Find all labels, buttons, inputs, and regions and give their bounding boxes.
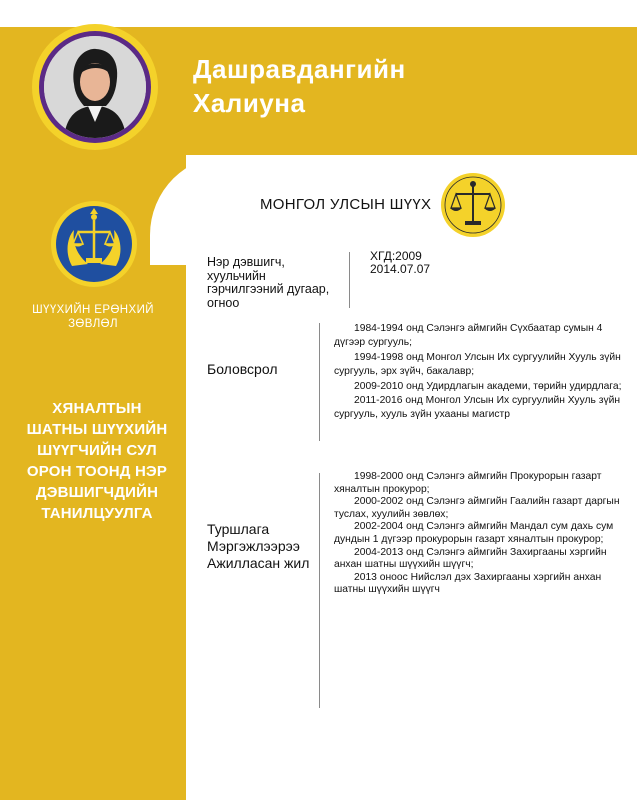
education-label: Боловсрол [207,361,278,377]
education-item: 1984-1994 онд Сэлэнгэ аймгийн Сүхбаатар сумын 4 дүгээр сургууль; [334,323,603,349]
experience-label-line: Туршлага [207,521,270,537]
registration-divider [349,252,350,308]
court-title: МОНГОЛ УЛСЫН ШҮҮХ [260,196,432,213]
education-divider [319,323,320,441]
license-date: 2014.07.07 [370,262,431,276]
council-name: ШҮҮХИЙН ЕРӨНХИЙ ЗӨВЛӨЛ [32,304,154,330]
experience-label-line: Ажилласан жил [207,555,310,571]
experience-list [334,471,630,597]
experience-item: 2013 оноос Нийслэл дэх Захиргааны хэргийн анхан шатны шүүхийн шүүгч [334,571,602,596]
candidate-given-name: Халиуна [193,88,306,118]
experience-label [207,521,309,572]
experience-divider [319,473,320,708]
portrait-photo [39,31,151,143]
registration-label: Нэр дэвшигч, хуульчийн гэрчилгээний дугаар, огноо [207,255,330,310]
person-silhouette-icon [44,36,146,138]
education-list [334,322,624,423]
candidate-surname: Дашравдангийн [193,54,406,84]
general-council-emblem-icon [50,200,138,288]
court-scales-emblem-icon [440,172,506,238]
education-item: 2011-2016 онд Монгол Улсын Их сургуулийн Хууль зүйн сургууль, хууль зүйн ухааны магистр [334,395,621,421]
experience-item: 2000-2002 онд Сэлэнгэ аймгийн Гаалийн газарт даргын туслах, хуулийн зөвлөх; [334,496,620,520]
education-item: 1994-1998 онд Монгол Улсын Их сургуулийн Хууль зүйн сургууль, эрх зүйч, бакалавр; [334,351,621,378]
experience-item: 1998-2000 онд Сэлэнгэ аймгийн Прокурорын газарт хяналтын прокурор; [334,471,602,495]
license-number: ХГД:2009 [370,249,422,263]
experience-label-line: Мэргэжлээрээ [207,538,300,554]
experience-item: 2004-2013 онд Сэлэнгэ аймгийн Захиргааны хэргийн анхан шатны шүүхийн шүүгч; [334,546,607,571]
education-item: 2009-2010 онд Удирдлагын академи, төрийн удирдлага; [354,380,622,392]
experience-item: 2002-2004 онд Сэлэнгэ аймгийн Мандал сум дахь сум дундын 1 дүгээр прокурорын газарт хяналтын прокурор; [334,521,614,545]
candidate-name [193,52,406,120]
document-title: ХЯНАЛТЫН ШАТНЫ ШҮҮХИЙН ШҮҮГЧИЙН СУЛ ОРОН ТООНД НЭР ДЭВШИГЧДИЙН ТАНИЛЦУУЛГА [26,400,168,522]
registration-values [370,250,430,276]
